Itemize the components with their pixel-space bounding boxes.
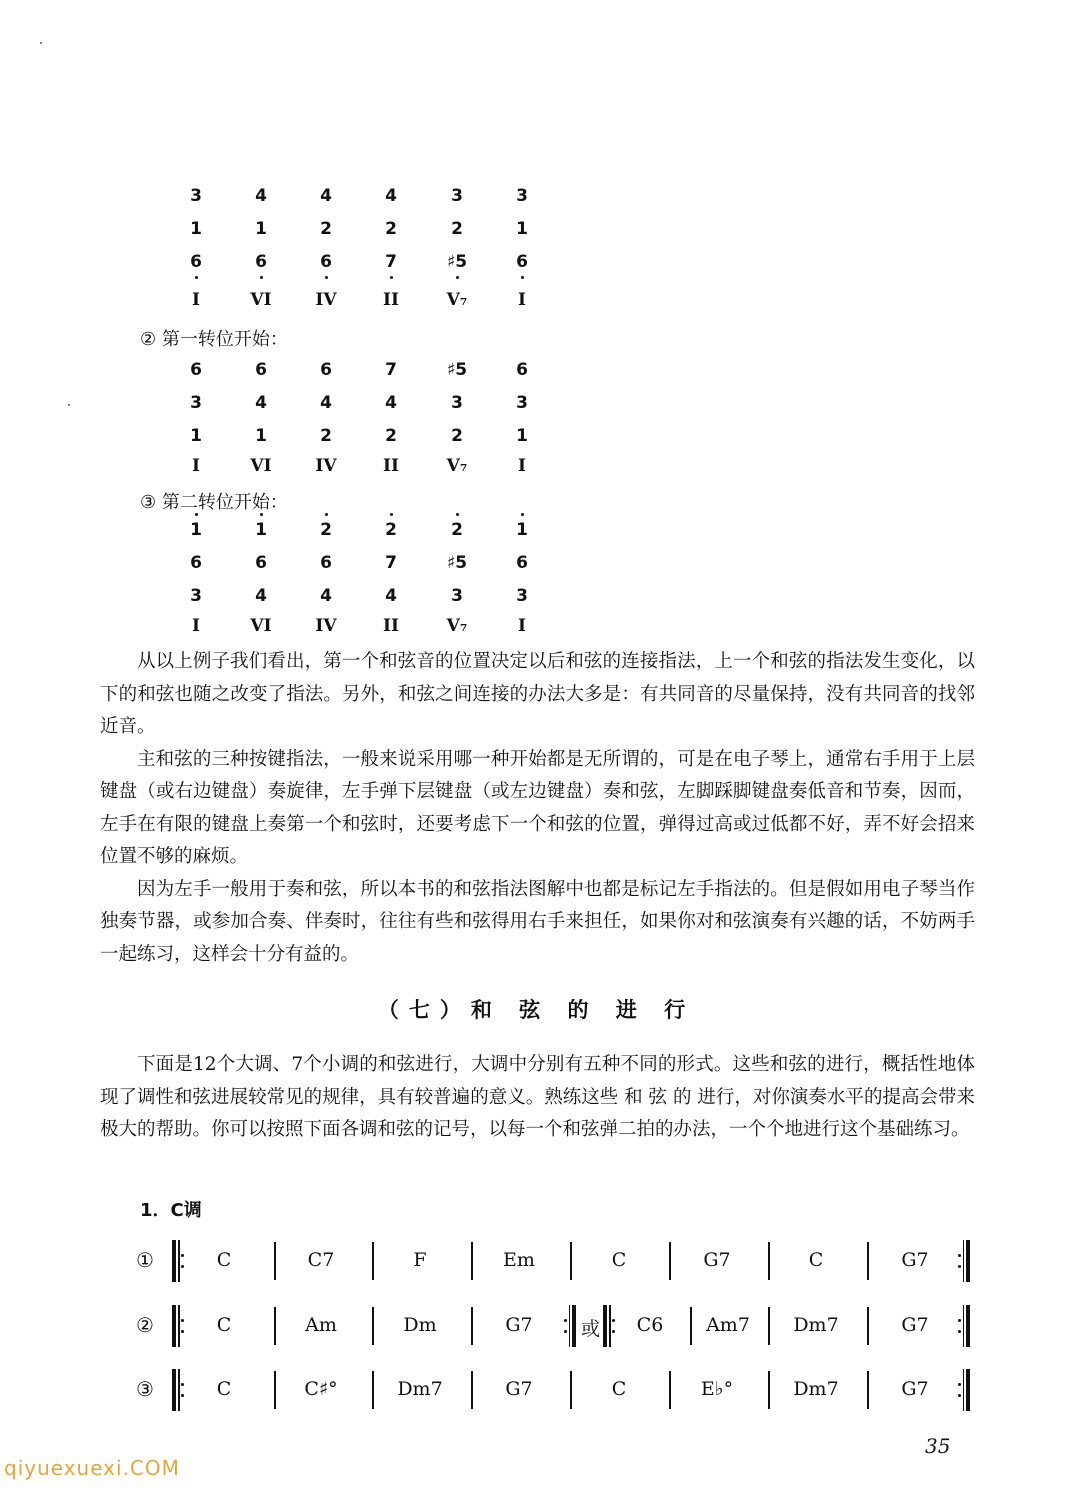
- scan-speck: [68, 404, 70, 406]
- chord: Dm7: [397, 1378, 443, 1400]
- progression-number: ①: [136, 1248, 154, 1272]
- note: 1: [190, 219, 202, 239]
- note: 6: [255, 553, 267, 573]
- note: ♯5: [446, 553, 468, 573]
- note: 4: [320, 586, 332, 606]
- note: 4: [385, 186, 397, 206]
- progression-row: [136, 1305, 976, 1349]
- chord: G7: [901, 1314, 929, 1336]
- paragraph: 从以上例子我们看出，第一个和弦音的位置决定以后和弦的连接指法，上一个和弦的指法发生变化，以下的和弦也随之改变了指法。另外，和弦之间连接的办法大多是：有共同音的尽量保持，没有共同音的找邻近音。: [100, 651, 975, 737]
- roman-numeral: IV: [315, 616, 337, 636]
- chord: Dm: [403, 1314, 437, 1336]
- repeat-end-sign: [958, 1305, 970, 1347]
- note-low: 6: [178, 252, 214, 272]
- note: 4: [255, 586, 267, 606]
- note-high: 1: [504, 520, 540, 540]
- barline: [471, 1307, 473, 1345]
- section-title: （七）和 弦 的 进 行: [377, 998, 696, 1022]
- chord: Am: [305, 1314, 337, 1336]
- note: 6: [516, 360, 528, 380]
- note-high: 1: [178, 520, 214, 540]
- example3-roman-row: [178, 616, 578, 646]
- note: 1: [516, 426, 528, 446]
- roman-numeral: II: [383, 616, 399, 636]
- barline: [471, 1242, 473, 1280]
- repeat-start-sign: [172, 1240, 184, 1282]
- note: 3: [451, 393, 463, 413]
- roman-numeral: IV: [315, 290, 337, 310]
- note-low: 6: [504, 252, 540, 272]
- example1-row: [178, 219, 578, 249]
- watermark: qiyuexuexi.COM: [4, 1456, 180, 1480]
- note: 2: [451, 219, 463, 239]
- note: 3: [190, 586, 202, 606]
- repeat-end-sign: [958, 1369, 970, 1411]
- chord: C: [216, 1249, 232, 1271]
- roman-numeral: V₇: [446, 290, 468, 310]
- note-low: ♯5: [439, 252, 475, 272]
- repeat-start-sign: [172, 1369, 184, 1411]
- note: 6: [190, 360, 202, 380]
- progression-row: [136, 1240, 976, 1284]
- roman-numeral: V₇: [446, 456, 468, 476]
- note: 3: [190, 393, 202, 413]
- barline: [867, 1307, 869, 1345]
- page-number: 35: [925, 1434, 951, 1458]
- roman-numeral: II: [383, 456, 399, 476]
- chord: C: [611, 1378, 627, 1400]
- roman-numeral: I: [518, 616, 526, 636]
- note: 4: [255, 186, 267, 206]
- chord: F: [413, 1249, 427, 1271]
- note: 7: [385, 553, 397, 573]
- paragraph: 因为左手一般用于奏和弦，所以本书的和弦指法图解中也都是标记左手指法的。但是假如用电子琴当作独奏节器，或参加合奏、伴奏时，往往有些和弦得用右手来担任，如果你对和弦演奏有兴趣的话，不妨两手一起练习，这样会十分有益的。: [100, 878, 975, 965]
- note-low: 7: [373, 252, 409, 272]
- barline: [867, 1242, 869, 1280]
- note: 4: [255, 393, 267, 413]
- body-text: [100, 646, 975, 971]
- note: 1: [190, 426, 202, 446]
- chord: C♯°: [304, 1378, 338, 1400]
- example3-row: [178, 553, 578, 583]
- note: 4: [320, 393, 332, 413]
- chord: Dm7: [793, 1378, 839, 1400]
- repeat-end-sign: [958, 1240, 970, 1282]
- note: 3: [516, 393, 528, 413]
- chord: C: [611, 1249, 627, 1271]
- paragraph: 主和弦的三种按键指法，一般来说采用哪一种开始都是无所谓的，可是在电子琴上，通常右手用于上层键盘（或右边键盘）奏旋律，左手弹下层键盘（或左边键盘）奏和弦，左脚踩脚键盘奏低音和节奏，因而，左手在有限的键盘上奏第一个和弦时，还要考虑下一个和弦的位置，弹得过高或过低都不好，弄不好会招来位置不够的麻烦。: [100, 748, 975, 867]
- roman-numeral: IV: [315, 456, 337, 476]
- note: 6: [190, 553, 202, 573]
- progression-number: ②: [136, 1313, 154, 1337]
- note: 4: [385, 393, 397, 413]
- note: 1: [255, 426, 267, 446]
- note: 6: [320, 553, 332, 573]
- note: 1: [255, 219, 267, 239]
- note-high: 1: [243, 520, 279, 540]
- chord: C: [216, 1378, 232, 1400]
- repeat-start-sign: [172, 1305, 184, 1347]
- note: 6: [516, 553, 528, 573]
- chord: Dm7: [793, 1314, 839, 1336]
- section-text: [100, 1049, 975, 1147]
- barline: [669, 1371, 671, 1409]
- chord: G7: [505, 1314, 533, 1336]
- roman-numeral: II: [383, 290, 399, 310]
- note: 2: [320, 219, 332, 239]
- barline: [372, 1307, 374, 1345]
- barline: [768, 1371, 770, 1409]
- roman-numeral: V₇: [446, 616, 468, 636]
- note: 7: [385, 360, 397, 380]
- roman-numeral: VI: [250, 456, 272, 476]
- chord: Am7: [706, 1314, 750, 1336]
- example2-roman-row: [178, 456, 578, 486]
- note: 2: [451, 426, 463, 446]
- chord: C: [808, 1249, 824, 1271]
- example2-row: [178, 393, 578, 423]
- chord: C6: [636, 1314, 664, 1336]
- chord: E♭°: [700, 1378, 734, 1400]
- note-low: 6: [243, 252, 279, 272]
- note-low: 6: [308, 252, 344, 272]
- note: 3: [516, 586, 528, 606]
- paragraph: 下面是12个大调、7个小调的和弦进行，大调中分别有五种不同的形式。这些和弦的进行，概括性地体现了调性和弦进展较常见的规律，具有较普遍的意义。熟练这些 和 弦 的 进行，对你演奏水平的提高会带来极大的帮助。你可以按照下面各调和弦的记号，以每一个和弦弹二拍的办法，一个个地进行这个基础练习。: [100, 1054, 975, 1140]
- example3-label: ③ 第二转位开始：: [140, 492, 288, 513]
- note: 3: [190, 186, 202, 206]
- note-high: 2: [439, 520, 475, 540]
- example1-row: [178, 186, 578, 216]
- barline: [274, 1371, 276, 1409]
- note: 3: [451, 586, 463, 606]
- chord: Em: [503, 1249, 535, 1271]
- note: 6: [320, 360, 332, 380]
- roman-numeral: I: [192, 456, 200, 476]
- or-label: 或: [581, 1318, 601, 1340]
- note: 3: [451, 186, 463, 206]
- barline: [274, 1242, 276, 1280]
- example1-row: [178, 252, 578, 282]
- barline: [274, 1307, 276, 1345]
- chord: G7: [703, 1249, 731, 1271]
- barline: [669, 1242, 671, 1280]
- example3-row: [178, 586, 578, 616]
- note-high: 2: [308, 520, 344, 540]
- repeat-end-sign: [564, 1305, 576, 1347]
- scan-speck: [40, 42, 42, 44]
- chord: C7: [307, 1249, 335, 1271]
- example3-row: [178, 520, 578, 550]
- progression-row: [136, 1369, 976, 1413]
- example1-roman-row: [178, 290, 578, 320]
- roman-numeral: I: [192, 290, 200, 310]
- note: 2: [385, 219, 397, 239]
- barline: [471, 1371, 473, 1409]
- chord: C: [216, 1314, 232, 1336]
- note: 6: [255, 360, 267, 380]
- progression-number: ③: [136, 1377, 154, 1401]
- barline: [768, 1242, 770, 1280]
- chord: G7: [901, 1249, 929, 1271]
- note: 1: [516, 219, 528, 239]
- example2-row: [178, 426, 578, 456]
- roman-numeral: VI: [250, 290, 272, 310]
- chord: G7: [901, 1378, 929, 1400]
- note: 2: [320, 426, 332, 446]
- roman-numeral: I: [518, 456, 526, 476]
- note: 3: [516, 186, 528, 206]
- barline: [867, 1371, 869, 1409]
- note: 4: [385, 586, 397, 606]
- chord: G7: [505, 1378, 533, 1400]
- roman-numeral: I: [518, 290, 526, 310]
- note-high: 2: [373, 520, 409, 540]
- barline: [372, 1242, 374, 1280]
- note: 2: [385, 426, 397, 446]
- barline: [570, 1242, 572, 1280]
- note: 4: [320, 186, 332, 206]
- example2-row: [178, 360, 578, 390]
- roman-numeral: VI: [250, 616, 272, 636]
- barline: [570, 1371, 572, 1409]
- roman-numeral: I: [192, 616, 200, 636]
- example2-label: ② 第一转位开始：: [140, 329, 288, 350]
- key-heading: 1．C调: [140, 1200, 202, 1221]
- barline: [372, 1371, 374, 1409]
- note: ♯5: [446, 360, 468, 380]
- barline: [768, 1307, 770, 1345]
